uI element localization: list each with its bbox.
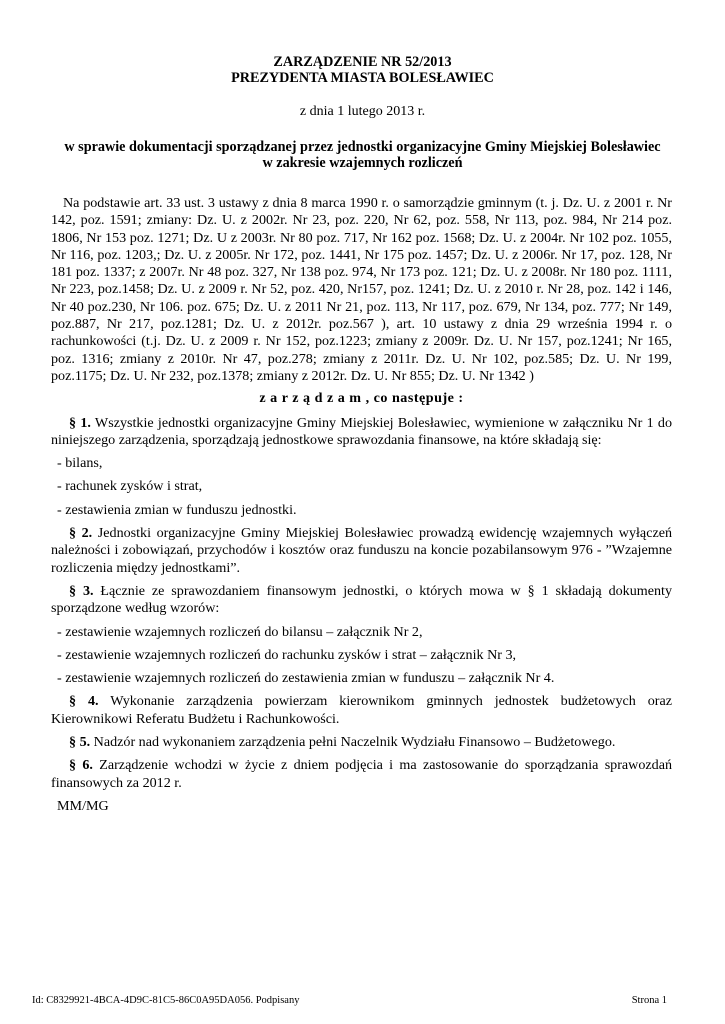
section-5-text: Nadzór nad wykonaniem zarządzenia pełni Naczelnik Wydziału Finansowo – Budżetowego.: [90, 734, 616, 751]
section-1-text: Wszystkie jednostki organizacyjne Gminy Miejskiej Bolesławiec, wymienione w załączniku Nr 1 do niniejszego zarządzenia, sporządzają jednostkowe sprawozdania finansowe, na które składają się:: [51, 414, 673, 448]
title-line-1: ZARZĄDZENIE NR 52/2013: [273, 54, 452, 70]
author-initials: MM/MG: [57, 797, 109, 814]
section-3-text: Łącznie ze sprawozdaniem finansowym jednostki, o których mowa w § 1 składają dokumenty sporządzone według wzorów:: [51, 582, 672, 617]
section-1-label: § 1.: [69, 414, 91, 431]
page-number: Strona 1: [631, 995, 667, 1006]
document-date: z dnia 1 lutego 2013 r.: [299, 104, 426, 119]
section-4-label: § 4.: [69, 693, 99, 710]
section-1-item: - zestawienia zmian w funduszu jednostki.: [57, 501, 297, 518]
decree-heading: z a r z ą d z a m , co następuje :: [259, 390, 464, 407]
section-3-item: - zestawienie wzajemnych rozliczeń do zestawienia zmian w funduszu – załącznik Nr 4.: [57, 670, 555, 687]
section-5: [51, 734, 672, 751]
title-line-2: PREZYDENTA MIASTA BOLESŁAWIEC: [231, 70, 494, 86]
section-6-label: § 6.: [69, 757, 93, 774]
section-2-label: § 2.: [69, 525, 93, 542]
section-2: [51, 525, 672, 577]
section-4: [51, 693, 672, 728]
section-3-label: § 3.: [69, 582, 94, 599]
document-title: [0, 54, 725, 86]
section-3-item: - zestawienie wzajemnych rozliczeń do bilansu – załącznik Nr 2,: [57, 623, 423, 640]
section-5-label: § 5.: [69, 734, 91, 751]
subject-line-2: w zakresie wzajemnych rozliczeń: [262, 155, 463, 171]
section-1: [51, 415, 672, 450]
section-3-item: - zestawienie wzajemnych rozliczeń do rachunku zysków i strat – załącznik Nr 3,: [57, 646, 517, 663]
document-subject: [0, 139, 725, 171]
section-4-text: Wykonanie zarządzenia powierzam kierownikom gminnych jednostek budżetowych oraz Kierownikowi Referatu Budżetu i Rachunkowości.: [51, 693, 672, 727]
section-1-item: - bilans,: [57, 455, 103, 472]
subject-line-1: w sprawie dokumentacji sporządzanej przez jednostki organizacyjne Gminy Miejskiej Bolesławiec: [64, 139, 661, 155]
legal-basis-paragraph: Na podstawie art. 33 ust. 3 ustawy z dnia 8 marca 1990 r. o samorządzie gminnym (t. j. Dz. U. z 2001 r. Nr 142, poz. 1591; zmiany: Dz. U. z 2002r. Nr 23, poz. 220, Nr 62, poz. 558, Nr 113, poz. 984, Nr 214 poz. 1806, Nr 153 poz. 1271; Dz. U z 2003r. Nr 80 poz. 717, Nr 162 poz. 1568; Dz. U. z 2004r. Nr 102 poz. 1055, Nr 116, poz. 1203,; Dz. U. z 2005r. Nr 172, poz. 1441, Nr 175 poz. 1457; Dz. U. z 2006r. Nr 17, poz. 128, Nr 181 poz. 1337; z 2007r. Nr 48 poz. 327, Nr 138 poz. 974, Nr 173 poz. 121; Dz. U. z 2008r. Nr 180 poz. 1111, Nr 223, poz.1458; Dz. U. z 2009 r. Nr 52, poz. 420, Nr157, poz. 1241; Dz. U. z 2010 r. Nr 28, poz. 142 i 146, Nr 40 poz.230, Nr 106. poz. 675; Dz. U. z 2011 Nr 21, poz. 113, Nr 117, poz. 679, Nr 134, poz. 777; Nr 149, poz.887, Nr 217, poz.1281; Dz. U. z 2012r. poz.567 ), art. 10 ustawy z dnia 29 września 1994 r. o rachunkowości (t.j. Dz. U. z 2009 r. Nr 152, poz.1223; zmiany z 2009r. Dz. U. Nr 157, poz.1241; Nr 165, poz. 1316; zmiany z 2010r. Nr 47, poz.278; zmiany z 2011r. Dz. U. Nr 102, poz.585; Dz. U. Nr 199, poz.1175; Dz. U. Nr 232, poz.1378; zmiany z 2012r. Dz. U. Nr 855; Dz. U. Nr 1342 ): [51, 195, 672, 384]
section-6: [51, 757, 672, 792]
document-id-footer: Id: C8329921-4BCA-4D9C-81C5-86C0A95DA056. Podpisany: [32, 995, 300, 1006]
section-1-item: - rachunek zysków i strat,: [57, 478, 203, 495]
section-6-text: Zarządzenie wchodzi w życie z dniem podjęcia i ma zastosowanie do sporządzania sprawozdań finansowych za 2012 r.: [51, 757, 672, 791]
document-body: [51, 195, 672, 815]
section-2-text: Jednostki organizacyjne Gminy Miejskiej Bolesławiec prowadzą ewidencję wzajemnych wyłączeń należności i zobowiązań, przychodów i kosztów oraz funduszu na koncie pozabilansowym 976 - ”Wzajemne rozliczenia między jednostkami”.: [51, 525, 673, 576]
section-3: [51, 583, 672, 618]
